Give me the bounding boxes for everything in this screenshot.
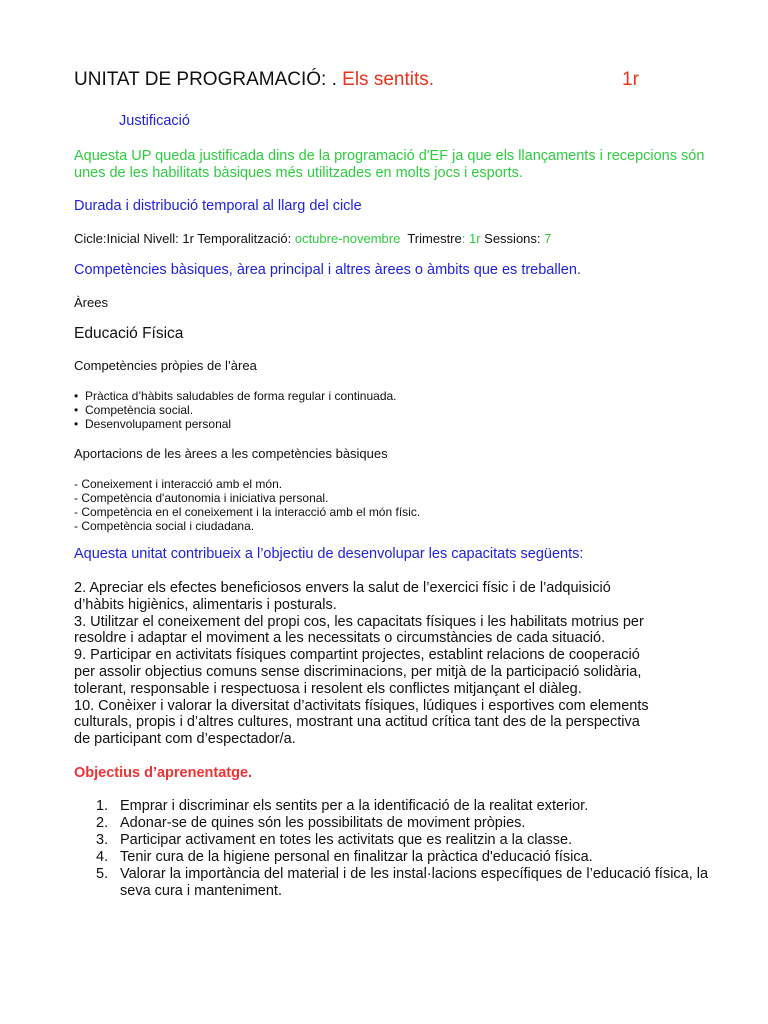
- list-item: - Competència social i ciudadana.: [74, 519, 255, 533]
- capacity-line: 10. Conèixer i valorar la diversitat d’activitats físiques, lúdiques i esportives com elements: [74, 697, 649, 714]
- list-item: [74, 798, 714, 815]
- capacity-line: culturals, propis i d’altres cultures, mostrant una actitud crítica tant des de la perspectiva: [74, 714, 640, 731]
- page-title: [74, 69, 694, 91]
- sessions-label: Sessions:: [480, 231, 545, 246]
- trimester-sep: :: [461, 231, 469, 246]
- justification-heading: Justificació: [119, 113, 190, 129]
- item-text: Adonar-se de quines són les possibilitats de moviment pròpies.: [120, 815, 526, 831]
- list-item: - Coneixement i interacció amb el món.: [74, 477, 283, 491]
- own-competences-list: [74, 389, 397, 431]
- item-number: 2.: [96, 815, 109, 831]
- title-level: 1r: [622, 69, 639, 90]
- contributions-list: [74, 477, 420, 533]
- item-text: Participar activament en totes les activitats que es realitzin a la classe.: [120, 832, 573, 848]
- objectives-heading: Objectius d’aprenentatge.: [74, 765, 253, 781]
- list-item: • Pràctica d’hàbits saludables de forma regular i continuada.: [74, 389, 397, 403]
- objectives-list: [74, 798, 714, 900]
- contributions-label: Aportacions de les àrees a les competències bàsiques: [74, 446, 388, 461]
- capacity-line: 2. Apreciar els efectes beneficiosos envers la salut de l’exercici físic i de l’adquisició: [74, 580, 611, 596]
- trimester-value: 1r: [468, 231, 481, 246]
- own-competences-label: Competències pròpies de l’àrea: [74, 358, 257, 373]
- list-item: [74, 832, 714, 849]
- sessions-value: 7: [544, 231, 552, 246]
- title-prefix: UNITAT DE PROGRAMACIÓ: .: [74, 69, 343, 90]
- title-unit-name: Els sentits.: [342, 69, 435, 90]
- item-number: 5.: [96, 866, 109, 882]
- trimester-label: Trimestre: [400, 231, 462, 246]
- item-number: 4.: [96, 849, 109, 865]
- duration-line: [74, 231, 551, 246]
- capacity-line: 3. Utilitzar el coneixement del propi cos, les capacitats físiques i les habilitats motrius per: [74, 613, 644, 630]
- justification-text: Aquesta UP queda justificada dins de la programació d'EF ja que els llançaments i recepcions són unes de les habilitats bàsiques més utilitzades en molts jocs i esports.: [74, 148, 705, 181]
- capacities-list: [74, 580, 649, 748]
- area-name: Educació Física: [74, 325, 184, 342]
- list-item: [74, 815, 714, 832]
- item-number: 1.: [96, 798, 109, 814]
- areas-label: Àrees: [74, 295, 108, 310]
- list-item: • Competència social.: [74, 403, 397, 417]
- capacity-line: d’hàbits higiènics, alimentaris i posturals.: [74, 596, 337, 613]
- cycle-label: Cicle:Inicial Nivell: 1r Temporalització:: [74, 231, 295, 246]
- item-text: Tenir cura de la higiene personal en finalitzar la pràctica d'educació física.: [120, 849, 593, 865]
- capacities-heading: Aquesta unitat contribueix a l’objectiu de desenvolupar les capacitats següents:: [74, 546, 584, 562]
- period-value: octubre-novembre: [294, 231, 401, 246]
- item-text: Valorar la importància del material i de les instal·lacions específiques de l’educació física, la seva cura i manteniment.: [120, 866, 709, 899]
- list-item: - Competència en el coneixement i la interacció amb el món físic.: [74, 505, 421, 519]
- duration-heading: Durada i distribució temporal al llarg del cicle: [74, 198, 362, 214]
- capacity-line: 9. Participar en activitats físiques compartint projectes, establint relacions de cooperació: [74, 647, 640, 664]
- competences-heading: Competències bàsiques, àrea principal i altres àrees o àmbits que es treballen.: [74, 262, 581, 278]
- capacity-line: per assolir objectius comuns sense discriminacions, per mitjà de la participació solidària,: [74, 663, 642, 680]
- list-item: [74, 849, 714, 866]
- item-number: 3.: [96, 832, 109, 848]
- list-item: - Competència d'autonomia i iniciativa personal.: [74, 491, 329, 505]
- capacity-line: tolerant, responsable i respectuosa i resolent els conflictes mitjançant el diàleg.: [74, 680, 582, 697]
- capacity-line: resoldre i adaptar el moviment a les necessitats o circumstàncies de cada situació.: [74, 630, 606, 647]
- capacity-line: de participant com d’espectador/a.: [74, 731, 296, 748]
- list-item: • Desenvolupament personal: [74, 417, 397, 431]
- item-text: Emprar i discriminar els sentits per a la identificació de la realitat exterior.: [120, 798, 589, 814]
- list-item: [74, 866, 714, 900]
